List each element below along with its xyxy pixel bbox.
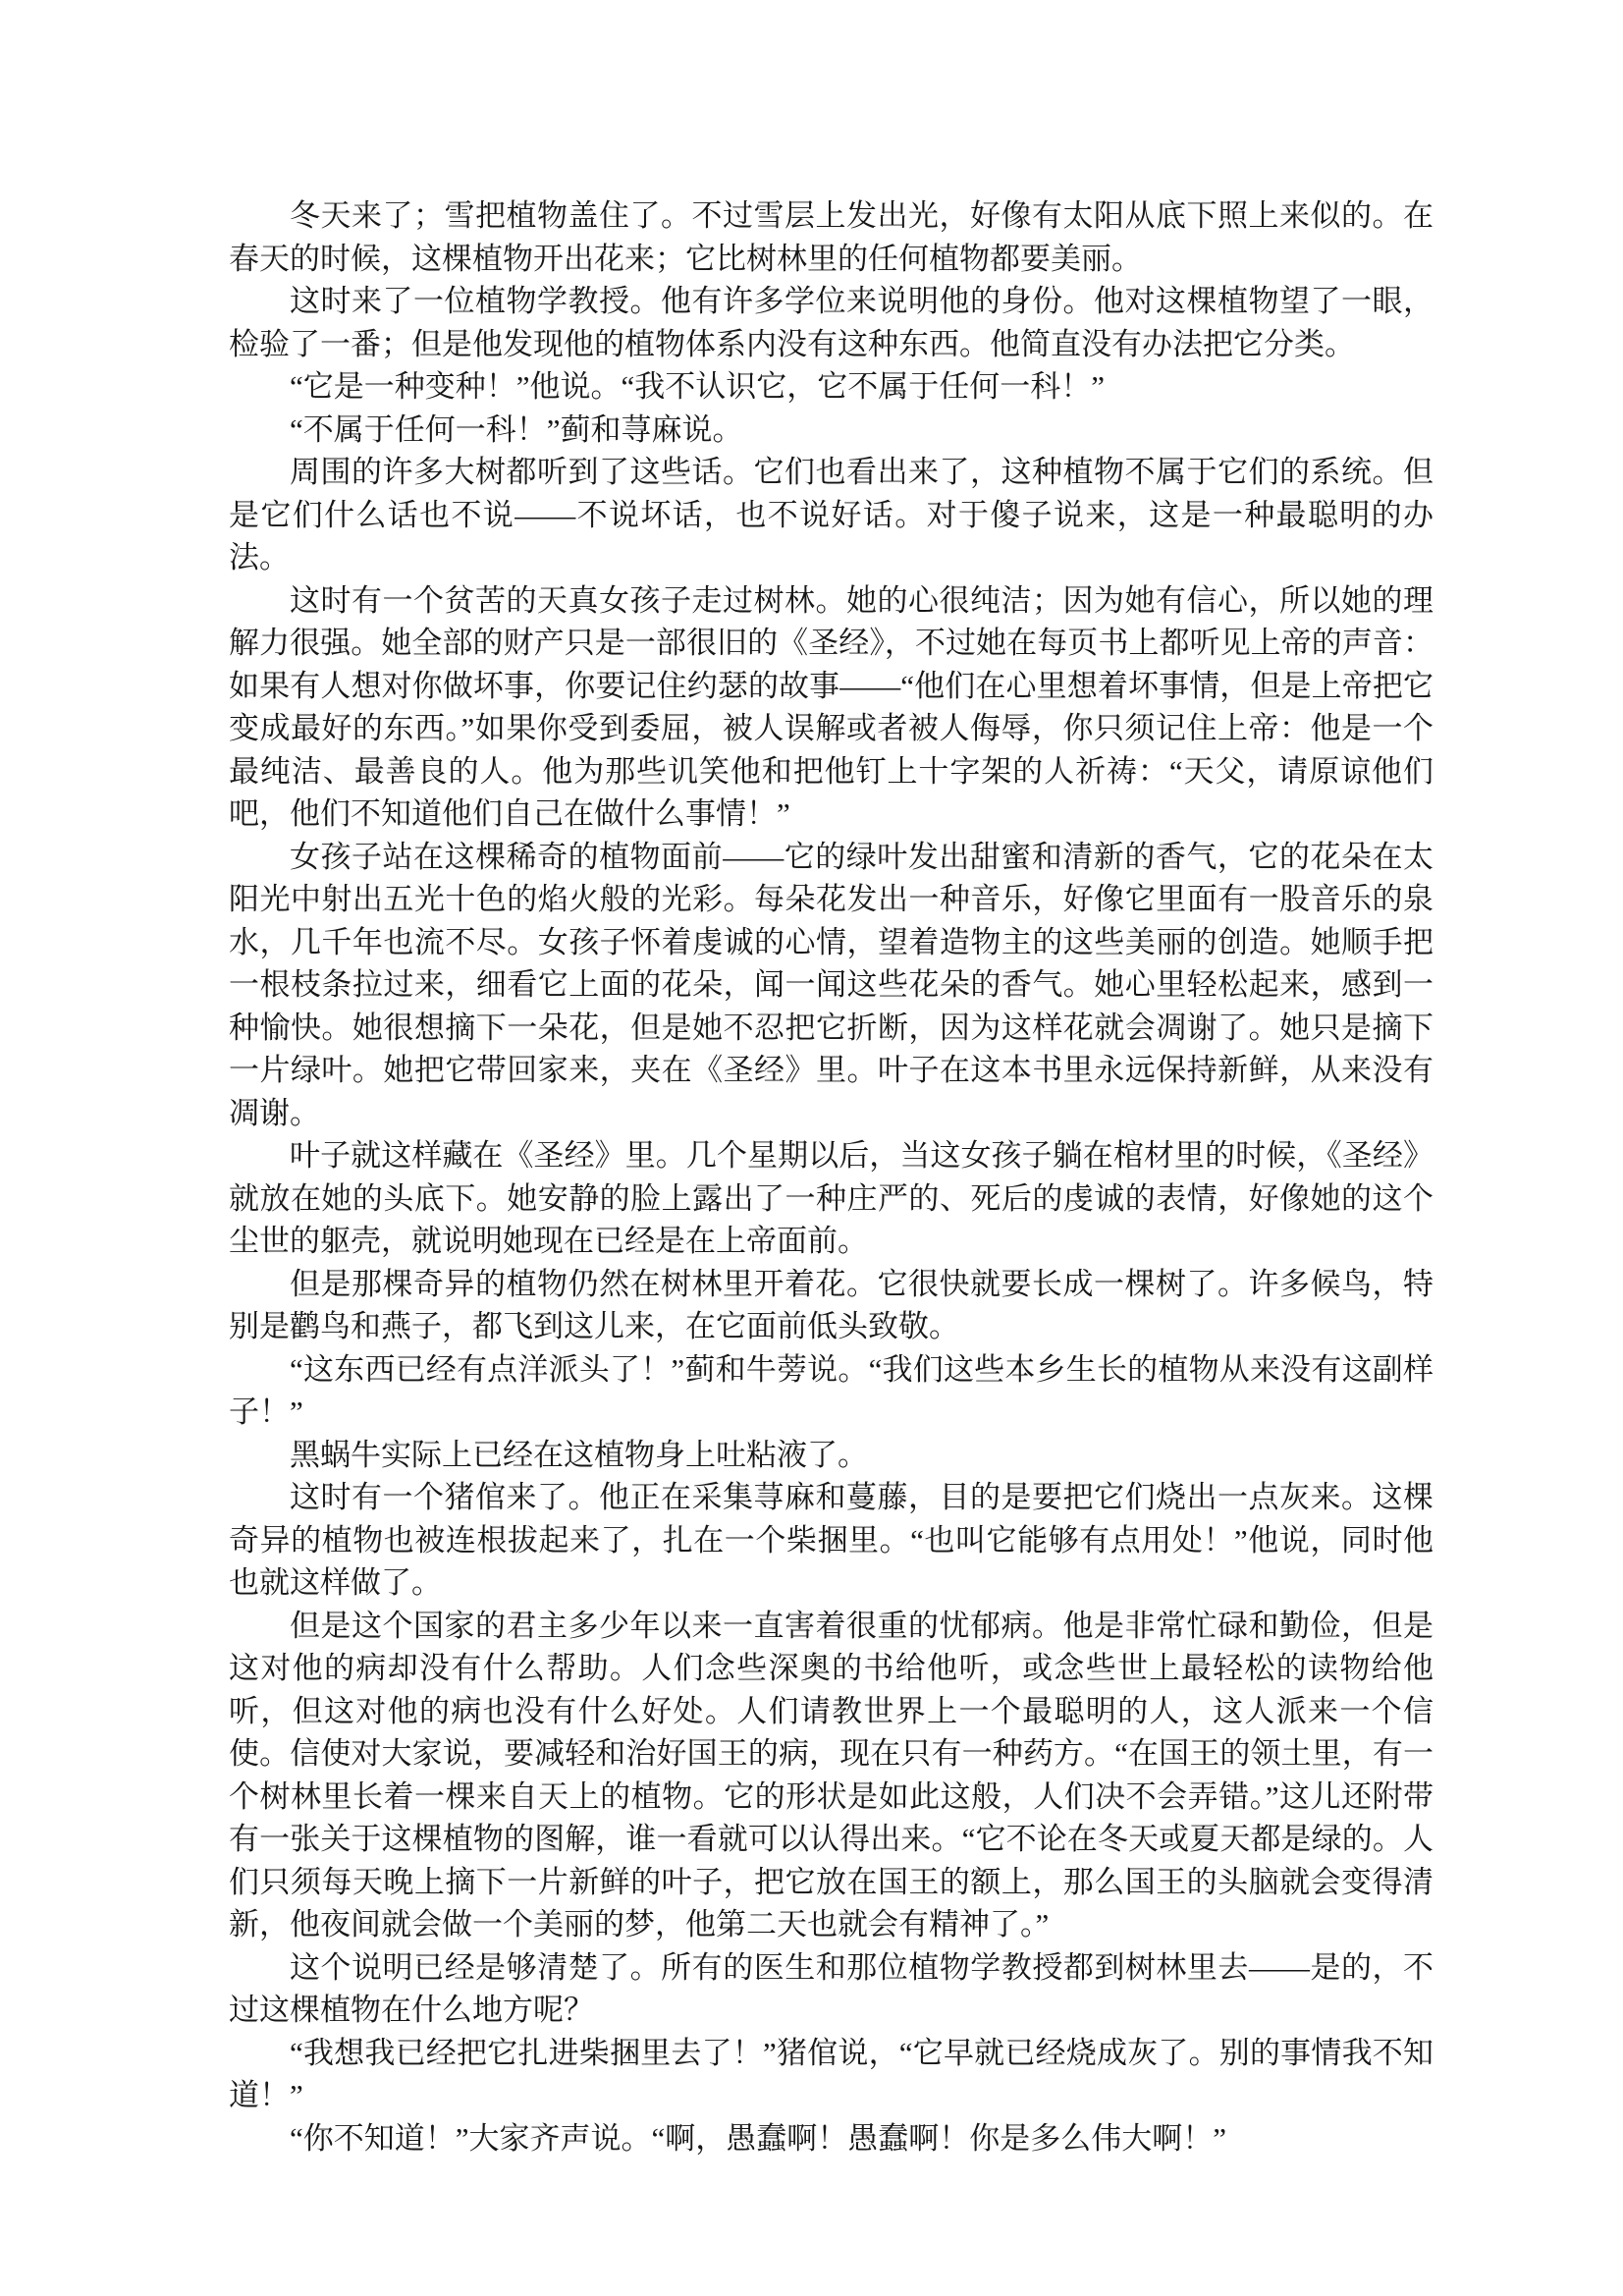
paragraph: “你不知道！”大家齐声说。“啊，愚蠢啊！愚蠢啊！你是多么伟大啊！” <box>290 2120 1227 2156</box>
paragraph: 这时来了一位植物学教授。他有许多学位来说明他的身份。他对这棵植物望了一眼，检验了一番；但是他发现他的植物体系内没有这种东西。他简直没有办法把它分类。 <box>229 284 1434 361</box>
paragraph: 但是这个国家的君主多少年以来一直害着很重的忧郁病。他是非常忙碌和勤俭，但是这对他的病却没有什么帮助。人们念些深奥的书给他听，或念些世上最轻松的读物给他听，但这对他的病也没有什么好处。人们请教世界上一个最聪明的人，这人派来一个信使。信使对大家说，要减轻和治好国王的病，现在只有一种药方。“在国王的领土里，有一个树林里长着一棵来自天上的植物。它的形状是如此这般，人们决不会弄错。”这儿还附带有一张关于这棵植物的图解，谁一看就可以认得出来。“它不论在冬天或夏天都是绿的。人们只须每天晚上摘下一片新鲜的叶子，把它放在国王的额上，那么国王的头脑就会变得清新，他夜间就会做一个美丽的梦，他第二天也就会有精神了。” <box>229 1608 1434 1941</box>
paragraph: 但是那棵奇异的植物仍然在树林里开着花。它很快就要长成一棵树了。许多候鸟，特别是鹳鸟和燕子，都飞到这儿来，在它面前低头致敬。 <box>229 1266 1434 1343</box>
paragraph: 这时有一个贫苦的天真女孩子走过树林。她的心很纯洁；因为她有信心，所以她的理解力很强。她全部的财产只是一部很旧的《圣经》，不过她在每页书上都听见上帝的声音：如果有人想对你做坏事，你要记住约瑟的故事——“他们在心里想着坏事情，但是上帝把它变成最好的东西。”如果你受到委屈，被人误解或者被人侮辱，你只须记住上帝：他是一个最纯洁、最善良的人。他为那些讥笑他和把他钉上十字架的人祈祷：“天父，请原谅他们吧，他们不知道他们自己在做什么事情！” <box>229 582 1434 831</box>
paragraph: “它是一种变种！”他说。“我不认识它，它不属于任何一科！” <box>290 369 1106 404</box>
paragraph: “这东西已经有点洋派头了！”蓟和牛蒡说。“我们这些本乡生长的植物从来没有这副样子！” <box>229 1351 1434 1429</box>
paragraph: 女孩子站在这棵稀奇的植物面前——它的绿叶发出甜蜜和清新的香气，它的花朵在太阳光中射出五光十色的焰火般的光彩。每朵花发出一种音乐，好像它里面有一股音乐的泉水，几千年也流不尽。女孩子怀着虔诚的心情，望着造物主的这些美丽的创造。她顺手把一根枝条拉过来，细看它上面的花朵，闻一闻这些花朵的香气。她心里轻松起来，感到一种愉快。她很想摘下一朵花，但是她不忍把它折断，因为这样花就会凋谢了。她只是摘下一片绿叶。她把它带回家来，夹在《圣经》里。叶子在这本书里永远保持新鲜，从来没有凋谢。 <box>229 839 1434 1130</box>
paragraph: “不属于任何一科！”蓟和荨麻说。 <box>290 411 743 447</box>
paragraph: 叶子就这样藏在《圣经》里。几个星期以后，当这女孩子躺在棺材里的时候，《圣经》就放在她的头底下。她安静的脸上露出了一种庄严的、死后的虔诚的表情，好像她的这个尘世的躯壳，就说明她现在已经是在上帝面前。 <box>229 1138 1434 1258</box>
story-text <box>229 194 1434 2159</box>
paragraph: 周围的许多大树都听到了这些话。它们也看出来了，这种植物不属于它们的系统。但是它们什么话也不说——不说坏话，也不说好话。对于傻子说来，这是一种最聪明的办法。 <box>229 455 1434 574</box>
paragraph: 这时有一个猪倌来了。他正在采集荨麻和蔓藤，目的是要把它们烧出一点灰来。这棵奇异的植物也被连根拔起来了，扎在一个柴捆里。“也叫它能够有点用处！”他说，同时他也就这样做了。 <box>229 1480 1434 1600</box>
paragraph: 冬天来了；雪把植物盖住了。不过雪层上发出光，好像有太阳从底下照上来似的。在春天的时候，这棵植物开出花来；它比树林里的任何植物都要美丽。 <box>229 198 1434 276</box>
paragraph: 这个说明已经是够清楚了。所有的医生和那位植物学教授都到树林里去——是的，不过这棵植物在什么地方呢？ <box>229 1949 1434 2027</box>
paragraph: “我想我已经把它扎进柴捆里去了！”猪倌说，“它早就已经烧成灰了。别的事情我不知道！” <box>229 2035 1434 2112</box>
paragraph: 黑蜗牛实际上已经在这植物身上吐粘液了。 <box>290 1437 868 1472</box>
